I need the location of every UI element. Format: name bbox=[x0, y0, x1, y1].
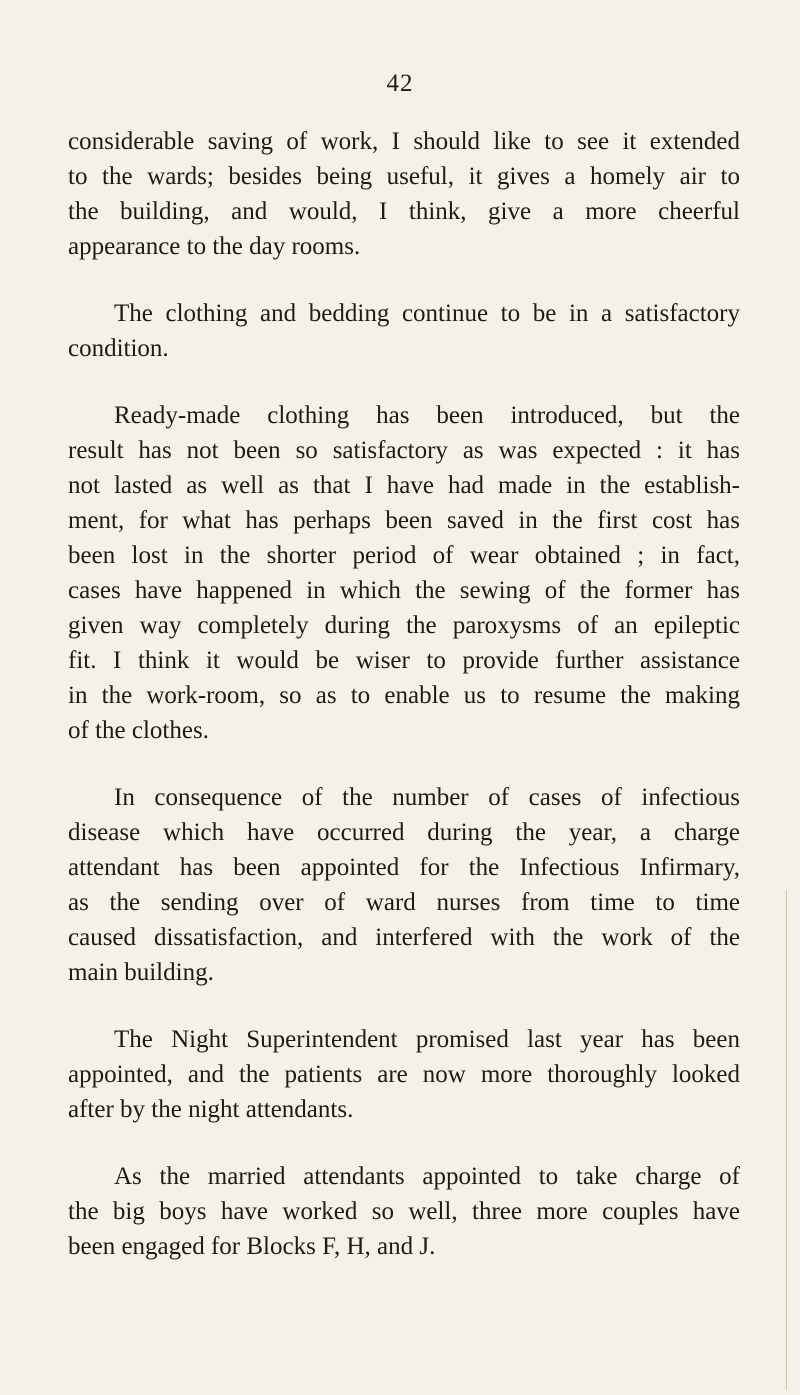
paragraph-6 bbox=[68, 1159, 740, 1264]
text-line: cases have happened in which the sewing of the former has bbox=[68, 577, 740, 604]
text-line: to the wards; besides being useful, it gives a homely air to bbox=[68, 163, 740, 190]
text-line: caused dissatisfaction, and interfered with the work of the bbox=[68, 924, 740, 951]
text-line: The Night Superintendent promised last year has been bbox=[114, 1026, 740, 1053]
text-line: considerable saving of work, I should like to see it extended bbox=[68, 128, 740, 155]
text-line: not lasted as well as that I have had made in the establish- bbox=[68, 472, 740, 499]
text-line: been engaged for Blocks F, H, and J. bbox=[68, 1233, 436, 1260]
text-line: the big boys have worked so well, three more couples have bbox=[68, 1198, 740, 1225]
text-line: fit. I think it would be wiser to provide further assistance bbox=[68, 647, 740, 674]
text-line: In consequence of the number of cases of infectious bbox=[114, 784, 740, 811]
text-line: condition. bbox=[68, 335, 169, 362]
text-line: after by the night attendants. bbox=[68, 1096, 354, 1123]
text-line: Ready-made clothing has been introduced, but the bbox=[114, 402, 740, 429]
text-line: ment, for what has perhaps been saved in the first cost has bbox=[68, 507, 740, 534]
page-edge-shadow bbox=[786, 890, 787, 1390]
text-line: the building, and would, I think, give a more cheerful bbox=[68, 198, 740, 225]
text-line: as the sending over of ward nurses from time to time bbox=[68, 889, 740, 916]
text-line: disease which have occurred during the year, a charge bbox=[68, 819, 740, 846]
paragraph-5 bbox=[68, 1022, 740, 1127]
text-line: main building. bbox=[68, 959, 214, 986]
page-number: 42 bbox=[386, 70, 414, 97]
body-text bbox=[68, 124, 740, 1296]
text-line: in the work-room, so as to enable us to resume the making bbox=[68, 682, 740, 709]
text-line: As the married attendants appointed to take charge of bbox=[114, 1163, 740, 1190]
text-line: appearance to the day rooms. bbox=[68, 233, 361, 260]
text-line: been lost in the shorter period of wear obtained ; in fact, bbox=[68, 542, 740, 569]
text-line: result has not been so satisfactory as was expected : it has bbox=[68, 437, 740, 464]
paragraph-2 bbox=[68, 296, 740, 366]
paragraph-1 bbox=[68, 124, 740, 264]
text-line: The clothing and bedding continue to be in a satisfactory bbox=[114, 300, 740, 327]
paragraph-3 bbox=[68, 398, 740, 748]
text-line: of the clothes. bbox=[68, 717, 209, 744]
text-line: given way completely during the paroxysms of an epileptic bbox=[68, 612, 740, 639]
text-line: appointed, and the patients are now more thoroughly looked bbox=[68, 1061, 740, 1088]
text-line: attendant has been appointed for the Infectious Infirmary, bbox=[68, 854, 740, 881]
paragraph-4 bbox=[68, 780, 740, 990]
